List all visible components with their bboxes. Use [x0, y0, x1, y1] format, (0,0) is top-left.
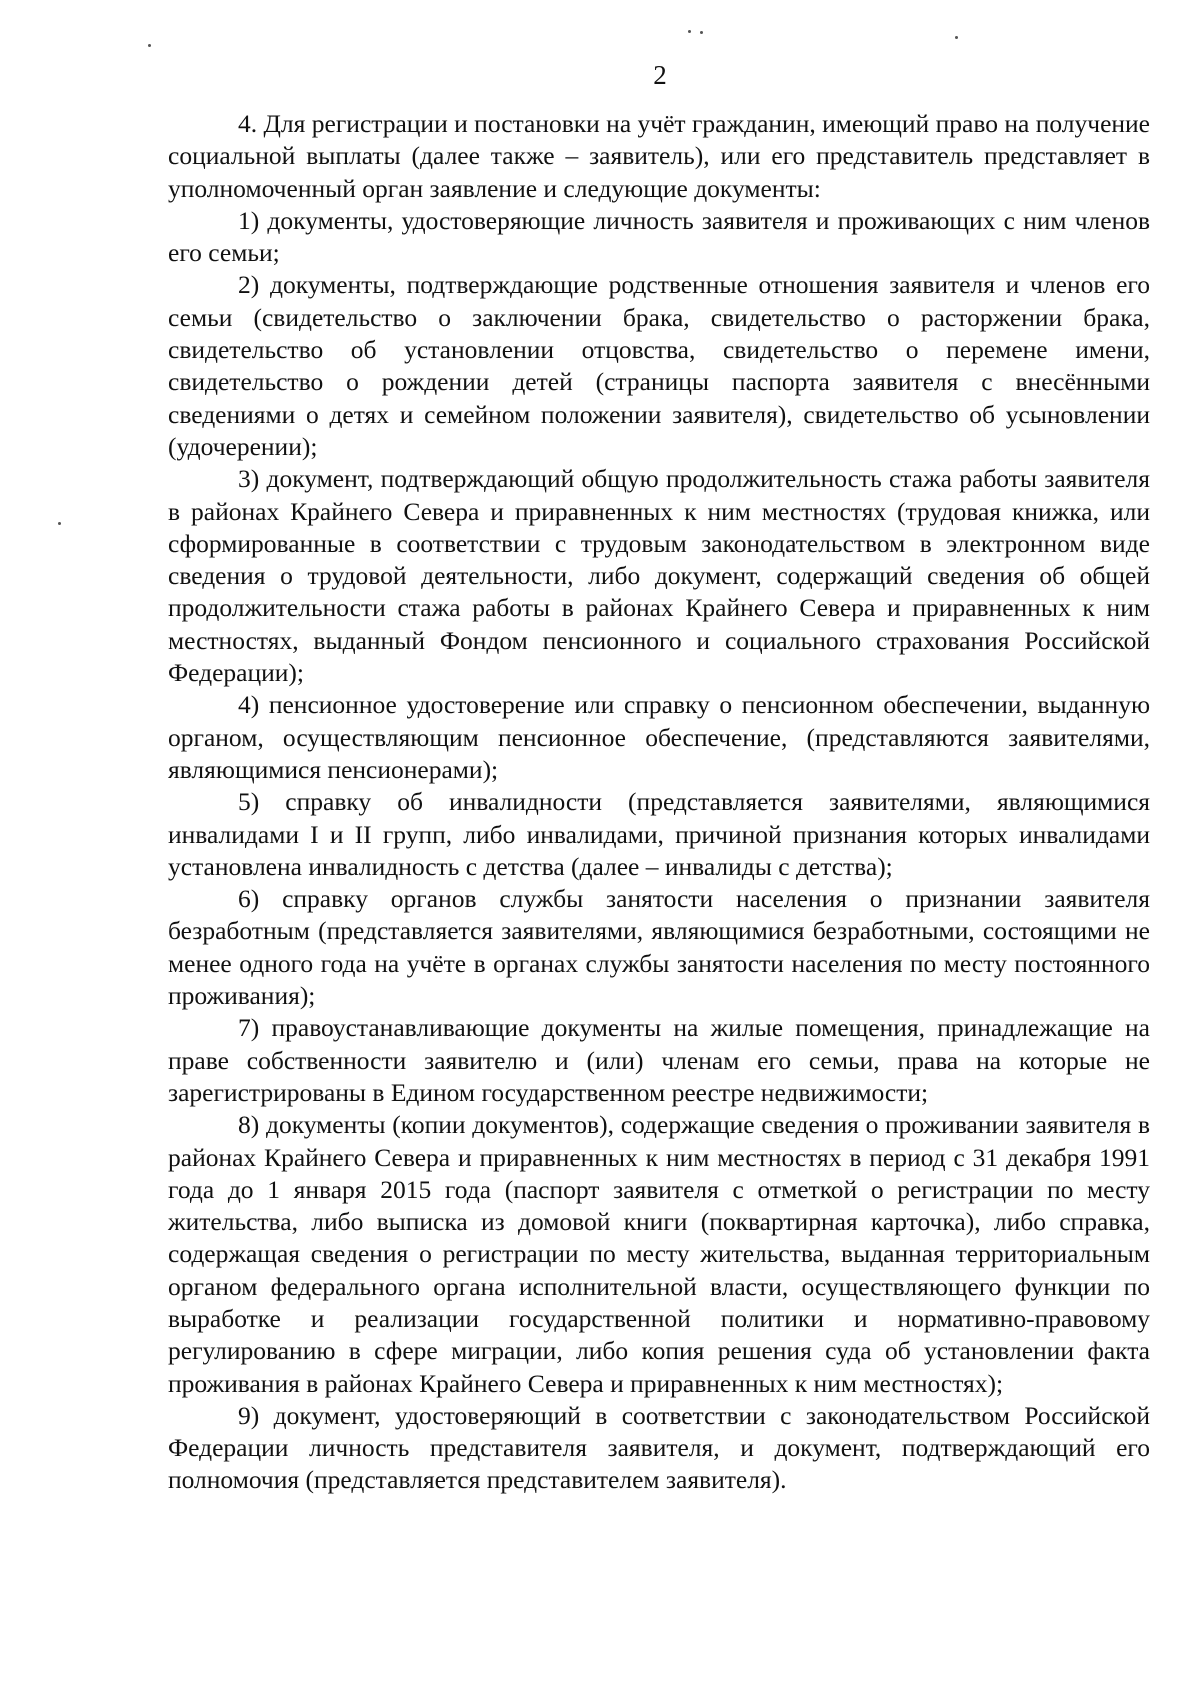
list-item-4: 4) пенсионное удостоверение или справку о пенсионном обеспечении, выданную органом, осуществляющим пенсионное обеспечение, (представляются заявителями, являющимися пенсионерами); — [168, 690, 1150, 784]
list-item-8: 8) документы (копии документов), содержащие сведения о проживании заявителя в районах Крайнего Севера и приравненных к ним местностях в период с 31 декабря 1991 года до 1 января 2015 года (паспорт заявителя с отметкой о регистрации по месту жительства, либо выписка из домовой книги (поквартирная карточка), либо справка, содержащая сведения о регистрации по месту жительства, выданная территориальным органом федерального органа исполнительной власти, осуществляющего функции по выработке и реализации государственной политики и нормативно-правовому регулированию в сфере миграции, либо копия решения суда об установлении факта проживания в районах Крайнего Севера и приравненных к ним местностях); — [168, 1110, 1150, 1398]
list-item-6: 6) справку органов службы занятости населения о признании заявителя безработным (представляется заявителями, являющимися безработными, состоящими не менее одного года на учёте в органах службы занятости населения по месту постоянного проживания); — [168, 884, 1150, 1011]
scan-speck — [700, 31, 703, 34]
list-item-1: 1) документы, удостоверяющие личность заявителя и проживающих с ним членов его семьи; — [168, 205, 1150, 268]
scan-speck — [58, 522, 61, 525]
scan-speck — [688, 30, 691, 33]
document-body — [168, 108, 1150, 1497]
list-item-7: 7) правоустанавливающие документы на жилые помещения, принадлежащие на праве собственности заявителю и (или) членам его семьи, права на которые не зарегистрированы в Едином государственном реестре недвижимости; — [168, 1013, 1150, 1107]
list-item-3: 3) документ, подтверждающий общую продолжительность стажа работы заявителя в районах Крайнего Севера и приравненных к ним местностях (трудовая книжка, или сформированные в соответствии с трудовым законодательством в электронном виде сведения о трудовой деятельности, либо документ, содержащий сведения об общей продолжительности стажа работы в районах Крайнего Севера и приравненных к ним местностях, выданный Фондом пенсионного и социального страхования Российской Федерации); — [168, 464, 1150, 688]
paragraph-intro: 4. Для регистрации и постановки на учёт гражданин, имеющий право на получение социальной выплаты (далее также – заявитель), или его представитель представляет в уполномоченный орган заявление и следующие документы: — [168, 109, 1150, 203]
list-item-5: 5) справку об инвалидности (представляется заявителями, являющимися инвалидами I и II групп, либо инвалидами, причиной признания которых инвалидами установлена инвалидность с детства (далее – инвалиды с детства); — [168, 787, 1150, 881]
scan-speck — [148, 44, 151, 47]
list-item-2: 2) документы, подтверждающие родственные отношения заявителя и членов его семьи (свидетельство о заключении брака, свидетельство о расторжении брака, свидетельство об установлении отцовства, свидетельство о перемене имени, свидетельство о рождении детей (страницы паспорта заявителя с внесёнными сведениями о детях и семейном положении заявителя), свидетельство об усыновлении (удочерении); — [168, 270, 1150, 461]
list-item-9: 9) документ, удостоверяющий в соответствии с законодательством Российской Федерации личность представителя заявителя, и документ, подтверждающий его полномочия (представляется представителем заявителя). — [168, 1400, 1150, 1495]
page-number: 2 — [653, 60, 667, 90]
scan-speck — [955, 36, 958, 39]
